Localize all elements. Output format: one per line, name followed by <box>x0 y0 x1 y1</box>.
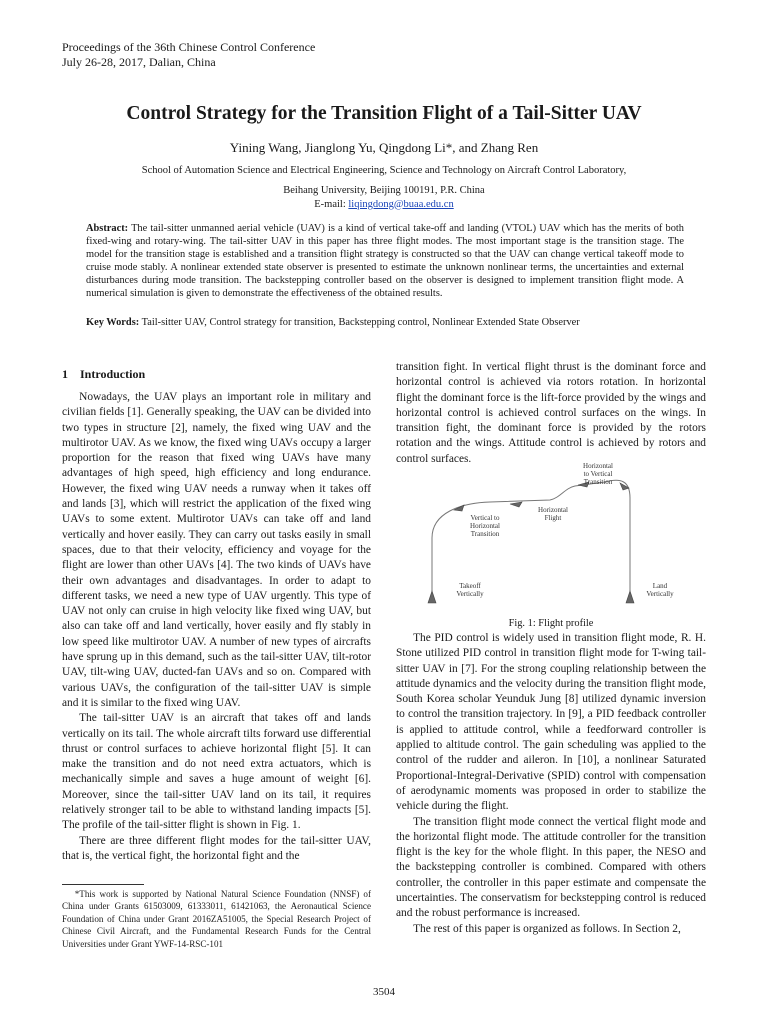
page-number: 3504 <box>373 986 395 998</box>
flight-profile-figure <box>410 458 700 618</box>
keywords <box>86 316 684 329</box>
paragraph: The transition flight mode connect the vertical flight mode and the horizontal flight mode. The attitude controller for the transition flight is the key for the whole flight. In this paper, the NESO and the backstepping controller is combined. Compared with others controller, the controller in this paper estimate and compensate the uncertainties. The conservatism for beckstepping control is reduced and the robust performance is increased. <box>396 815 706 920</box>
abstract <box>86 222 684 301</box>
label-hf-1: Horizontal <box>538 506 568 514</box>
header-line-1: Proceedings of the 36th Chinese Control Conference <box>62 40 316 54</box>
email-link[interactable]: liqingdong@buaa.edu.cn <box>348 198 454 210</box>
keywords-label: Key Words: <box>86 317 140 328</box>
proceedings-header <box>62 40 315 70</box>
abstract-label: Abstract: <box>86 223 129 234</box>
section-title: Introduction <box>80 367 146 381</box>
header-line-2: July 26-28, 2017, Dalian, China <box>62 55 216 69</box>
email-line <box>0 198 768 212</box>
footnote-divider <box>62 884 144 885</box>
label-to-1: Takeoff <box>459 582 481 590</box>
flight-path <box>432 480 630 598</box>
uav-icon <box>626 591 634 603</box>
paragraph: The tail-sitter UAV is an aircraft that takes off and lands vertically on its tail. The whole aircraft tilts forward use differential thrust or control surfaces to achieve horizontal flight [5]. It can make the transition and do not need extra actuators, which is mechanically simple and saves a huge amount of weight [6]. Moreover, since the tail-sitter UAV land on its tail, it requires relatively stronger tail to be able to withstand landing impacts [5]. The profile of the tail-sitter flight is shown in Fig. 1. <box>62 712 371 832</box>
paragraph: transition fight. In vertical flight thrust is the dominant force and horizontal control is achieved via rotors rotation. In horizontal flight the dominant force is the lift-force provided by the wings and horizontal control is achieved control surfaces on the wings. In transition fight, the dominant force is provided by the rotors rotation and the wings. Attitude control is achieved by rotors and control surfaces. <box>396 361 706 465</box>
affiliation-line-1: School of Automation Science and Electrical Engineering, Science and Technology on Aircraft Control Laboratory, <box>141 165 627 176</box>
paper-title: Control Strategy for the Transition Flight of a Tail-Sitter UAV <box>126 103 642 124</box>
label-h2v-1: Horizontal <box>583 462 613 470</box>
paragraph: The rest of this paper is organized as follows. In Section 2, <box>413 922 681 935</box>
label-v2h-1: Vertical to <box>470 514 500 522</box>
section-heading <box>62 367 145 382</box>
paragraph: The PID control is widely used in transition flight mode, R. H. Stone utilized PID control in transition flight mode for T-wing tail-sitter UAV in [7]. For the strong coupling relationship between the attitude dynamics and the velocity during the transition flight mode, South Korea scholar Yeunduk Jung [8] utilized dynamic inversion to control the transition trajectory. In [9], a PID feedback controller is applied to attitude control, while a feedforward controller is applied to altitude control. The gain scheduling was applied to the control of the rudder and aileron. In [10], a nonlinear Saturated Proportional-Integral-Derivative (SPID) control with compensation of aerodynamic moments was proposed in order to stabilize the vehicle during the flight. <box>396 632 707 813</box>
affiliation-address <box>0 184 768 211</box>
label-hf-2: Flight <box>544 514 562 522</box>
label-ld-2: Vertically <box>646 590 674 598</box>
right-column-top <box>396 360 706 467</box>
keywords-text: Tail-sitter UAV, Control strategy for transition, Backstepping control, Nonlinear Extended State Observer <box>139 317 580 328</box>
label-ld-1: Land <box>652 582 668 590</box>
paragraph: Nowadays, the UAV plays an important role in military and civilian fields [1]. Generally speaking, the UAV can be divided into two types in structure [2], namely, the fixed wing UAV and the multirotor UAV. As we know, the fixed wing UAVs occupy a larger proportion for the reason that fixed wing UAVs have many advantages of high speed, high efficiency and long endurance. However, the fixed wing UAV needs a runway when it takes off and lands [3], which will restrict the application of the fixed wing UAVs to some extent. Multirotor UAVs can take off and land vertically and hover easily. They can carry out tasks easily in small spaces, due to that their velocity, efficiency and voyage for the flight are lower than other UAVs [4]. The two kinds of UAVs have their own advantages and disadvantages. In order to adapt to different tasks, we need a new type of UAV urgently. This type of UAV not only can cruise in high velocity like fixed wing UAV, but also can take off and land vertically, hover easily and fly stably in low speed like multirotor UAV. A number of new types of aircrafts have sprung up in this demand, such as the tail-sitter UAV, tilt-rotor UAV, tilt-wing UAV, ducted-fan UAVs and so on. Compared with various UAVs, the configuration of the tail-sitter UAV is simple and it is similar to the fixed wing UAV. <box>62 391 371 709</box>
label-h2v-2: to Vertical <box>583 470 613 478</box>
label-to-2: Vertically <box>456 590 484 598</box>
figure-caption: Fig. 1: Flight profile <box>508 618 594 629</box>
left-column <box>62 390 371 864</box>
affiliation-line-2: Beihang University, Beijing 100191, P.R. China <box>283 185 485 196</box>
label-h2v-3: Transition <box>583 478 613 486</box>
author-list: Yining Wang, Jianglong Yu, Qingdong Li*, and Zhang Ren <box>229 140 539 155</box>
label-v2h-3: Transition <box>470 530 500 538</box>
uav-icon <box>510 502 522 507</box>
paragraph: There are three different flight modes for the tail-sitter UAV, that is, the vertical fight, the horizontal fight and the <box>62 834 371 862</box>
right-column-bottom <box>396 631 706 937</box>
affiliation <box>0 164 768 178</box>
uav-icon <box>428 591 436 603</box>
section-number: 1 <box>62 367 68 381</box>
footnote: *This work is supported by National Natural Science Foundation (NNSF) of China under Grants 61503009, 61333011, 61421063, the Aeronautical Science Foundation of China under Grant 2016ZA51005, the Special Research Project of Chinese Civil Aircraft, and the Fundamental Research Funds for the Central Universities under Grant YWF-14-RSC-101 <box>62 889 371 949</box>
email-label: E-mail: <box>314 198 349 210</box>
abstract-text: The tail-sitter unmanned aerial vehicle (UAV) is a kind of vertical take-off and landing (VTOL) UAV which has the merits of both fixed-wing and rotary-wing. The tail-sitter UAV in this paper has three flight modes. The most important stage is the transition stage. The model for the transition stage is established and a transition flight strategy is constructed so that the UAV can change vertical takeoff mode to cruise mode stably. A nonlinear extended state observer is presented to estimate the unknown nonlinear terms, the uncertainties and external disturbances during mode transition. The backstepping controller based on the observer is designed to implement transition flight mode. A numerical simulation is given to demonstrate the effectiveness of the obtained results. <box>86 223 684 300</box>
label-v2h-2: Horizontal <box>470 522 500 530</box>
